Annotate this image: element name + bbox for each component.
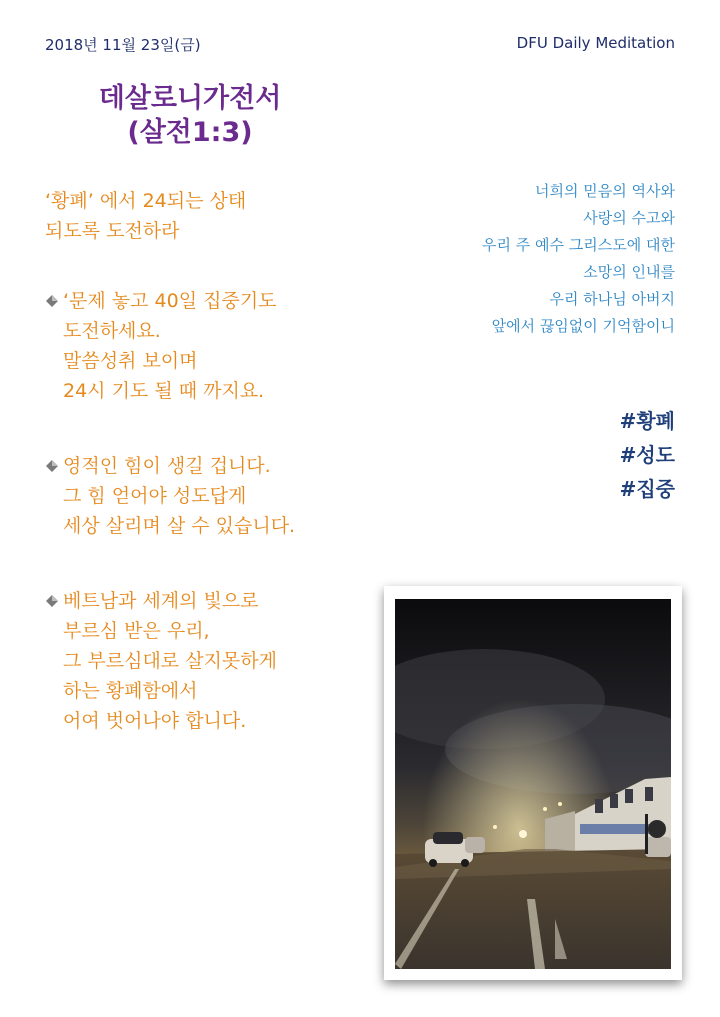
point-1-line-3: 말씀성취 보이며	[63, 350, 198, 372]
point-2-line-2: 그 힘 얻어야 성도답게	[63, 485, 247, 507]
title-reference: (살전1:3)	[127, 117, 253, 148]
photo-frame	[384, 586, 682, 980]
diamond-bullet-icon	[45, 459, 59, 473]
hashtag-list	[620, 404, 675, 506]
point-3	[45, 586, 277, 736]
hashtag: #황폐	[619, 409, 675, 433]
night-street-illustration	[395, 599, 671, 969]
diamond-bullet-icon	[45, 594, 59, 608]
verse-line-3: 우리 주 예수 그리스도에 대한	[482, 236, 675, 254]
lead-line-2: 되도록 도전하라	[45, 220, 180, 242]
title-book: 데살로니가전서	[98, 83, 282, 114]
verse-line-4: 소망의 인내를	[583, 263, 675, 281]
verse-line-2: 사랑의 수고와	[583, 209, 675, 227]
brand-label: DFU Daily Meditation	[516, 34, 675, 52]
point-1-line-1: ‘문제 놓고 40일 집중기도	[63, 290, 277, 312]
point-2-line-3: 세상 살리며 살 수 있습니다.	[63, 515, 296, 537]
diamond-bullet-icon	[45, 294, 59, 308]
point-2	[45, 451, 295, 541]
point-3-line-1: 베트남과 세계의 빛으로	[63, 590, 259, 612]
lead-text	[45, 186, 246, 246]
hashtag: #집중	[619, 477, 675, 501]
date-label: 2018년 11월 23일(금)	[45, 36, 201, 54]
page-title	[60, 82, 320, 150]
point-2-line-1: 영적인 힘이 생길 겁니다.	[63, 455, 271, 477]
night-street-photo	[395, 599, 671, 969]
verse-line-5: 우리 하나님 아버지	[549, 290, 675, 308]
lead-line-1: ‘황폐’ 에서 24되는 상태	[45, 190, 247, 212]
point-3-line-5: 어여 벗어나야 합니다.	[63, 710, 247, 732]
point-3-line-2: 부르심 받은 우리,	[63, 620, 210, 642]
point-1	[45, 286, 277, 406]
point-1-line-4: 24시 기도 될 때 까지요.	[63, 380, 265, 402]
point-1-line-2: 도전하세요.	[63, 320, 161, 342]
scripture-verse	[482, 178, 675, 340]
point-3-line-4: 하는 황폐함에서	[63, 680, 198, 702]
hashtag: #성도	[619, 443, 675, 467]
verse-line-1: 너희의 믿음의 역사와	[535, 182, 675, 200]
point-3-line-3: 그 부르심대로 살지못하게	[63, 650, 277, 672]
verse-line-6: 앞에서 끊임없이 기억함이니	[491, 317, 675, 335]
